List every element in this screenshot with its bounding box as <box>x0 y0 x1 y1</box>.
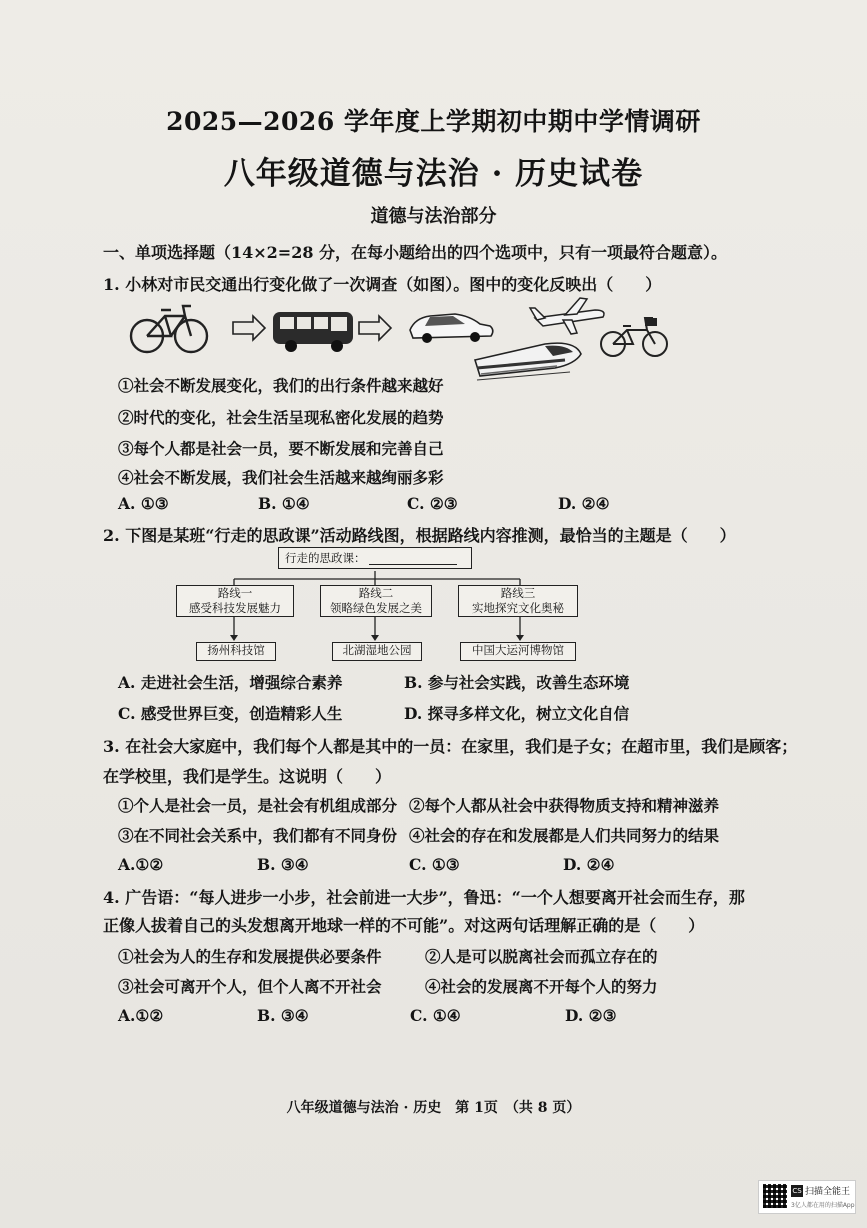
question-3-stem-line-1: 3. 在社会大家庭中，我们每个人都是其中的一员：在家里，我们是子女；在超市里，我们是顾客； <box>103 737 798 756</box>
section-heading: 一、单项选择题（14×2=28 分，在每小题给出的四个选项中，只有一项最符合题意）。 <box>103 243 728 262</box>
question-3-option-b[interactable]: B. ③④ <box>257 855 309 874</box>
question-1-statement-2: ②时代的变化，社会生活呈现私密化发展的趋势 <box>118 408 444 427</box>
route-3-desc: 实地探究文化奥秘 <box>472 601 564 615</box>
question-1-statement-4: ④社会不断发展，我们社会生活越来越绚丽多彩 <box>118 468 444 487</box>
question-1-stem: 1. 小林对市民交通出行变化做了一次调查（如图）。图中的变化反映出（ ） <box>103 275 662 294</box>
question-4-option-d[interactable]: D. ②③ <box>565 1006 617 1025</box>
bicycle-icon <box>131 306 207 352</box>
question-2-option-d[interactable]: D. 探寻多样文化，树立文化自信 <box>404 704 630 723</box>
question-1-option-d[interactable]: D. ②④ <box>558 494 610 513</box>
route-2-name: 路线二 <box>358 586 394 600</box>
exam-main-title: 八年级道德与法治 · 历史试卷 <box>223 156 644 192</box>
blank-line <box>369 552 457 565</box>
route-3-box <box>458 585 578 617</box>
route-1-place: 扬州科技馆 <box>196 642 276 661</box>
question-3-statement-1: ①个人是社会一员，是社会有机组成部分 <box>118 796 398 815</box>
question-1-statement-1: ①社会不断发展变化，我们的出行条件越来越好 <box>118 376 444 395</box>
question-3-option-c[interactable]: C. ①③ <box>409 855 460 874</box>
exam-part-title: 道德与法治部分 <box>370 206 497 227</box>
question-3-stem-line-2: 在学校里，我们是学生。这说明（ ） <box>103 767 392 786</box>
question-4-stem-line-1: 4. 广告语：“每人进步一小步，社会前进一大步”，鲁迅：“一个人想要离开社会而生存，那 <box>103 888 745 907</box>
arrow-icon <box>233 316 265 340</box>
question-3-statement-4: ④社会的存在和发展都是人们共同努力的结果 <box>409 826 720 845</box>
question-1-option-a[interactable]: A. ①③ <box>118 494 169 513</box>
scanner-app-slogan: 3亿人都在用的扫描App <box>791 1202 855 1209</box>
arrow-icon <box>359 316 391 340</box>
route-diagram-title: 行走的思政课： <box>285 551 366 565</box>
route-diagram-title-box <box>278 547 472 569</box>
qr-code-icon <box>763 1184 787 1208</box>
question-3-statement-2: ②每个人都从社会中获得物质支持和精神滋养 <box>409 796 720 815</box>
question-4-statement-4: ④社会的发展离不开每个人的努力 <box>425 977 658 996</box>
route-3-place: 中国大运河博物馆 <box>460 642 576 661</box>
car-icon <box>410 314 493 343</box>
question-1-statement-3: ③每个人都是社会一员，要不断发展和完善自己 <box>118 439 444 458</box>
question-3-statement-3: ③在不同社会关系中，我们都有不同身份 <box>118 826 398 845</box>
question-2-option-b[interactable]: B. 参与社会实践，改善生态环境 <box>404 673 630 692</box>
route-1-name: 路线一 <box>217 586 253 600</box>
question-4-statement-1: ①社会为人的生存和发展提供必要条件 <box>118 947 382 966</box>
route-1-box <box>176 585 294 617</box>
route-diagram <box>170 545 580 663</box>
bullet-train-icon <box>475 343 581 380</box>
question-4-option-c[interactable]: C. ①④ <box>410 1006 461 1025</box>
camscanner-logo-icon: CS <box>792 1187 802 1195</box>
bus-icon <box>273 312 353 352</box>
route-1-desc: 感受科技发展魅力 <box>189 601 281 615</box>
scanner-app-name: 扫描全能王 <box>805 1187 851 1197</box>
route-2-box <box>320 585 432 617</box>
exam-year-title: 2025—2026 学年度上学期初中期中学情调研 <box>166 107 701 136</box>
question-2-stem: 2. 下图是某班“行走的思政课”活动路线图，根据路线内容推测，最恰当的主题是（ ） <box>103 526 736 545</box>
question-3-option-a[interactable]: A.①② <box>118 855 164 874</box>
question-3-option-d[interactable]: D. ②④ <box>563 855 615 874</box>
question-4-statement-3: ③社会可离开个人，但个人离不开社会 <box>118 977 382 996</box>
airplane-icon <box>530 298 604 334</box>
question-4-option-a[interactable]: A.①② <box>118 1006 164 1025</box>
route-2-place: 北湖湿地公园 <box>332 642 422 661</box>
question-1-option-b[interactable]: B. ①④ <box>258 494 310 513</box>
question-4-statement-2: ②人是可以脱离社会而孤立存在的 <box>425 947 658 966</box>
question-2-option-a[interactable]: A. 走进社会生活，增强综合素养 <box>118 673 343 692</box>
question-1-option-c[interactable]: C. ②③ <box>407 494 458 513</box>
route-3-name: 路线三 <box>500 586 536 600</box>
shared-bike-icon <box>601 318 667 356</box>
question-4-stem-line-2: 正像人拔着自己的头发想离开地球一样的不可能”。对这两句话理解正确的是（ ） <box>103 916 705 935</box>
route-2-desc: 领略绿色发展之美 <box>330 601 422 615</box>
scanner-watermark-badge <box>758 1180 856 1214</box>
page-footer: 八年级道德与法治 · 历史 第 1页 （共 8 页） <box>286 1100 581 1116</box>
question-4-option-b[interactable]: B. ③④ <box>257 1006 309 1025</box>
question-2-option-c[interactable]: C. 感受世界巨变，创造精彩人生 <box>118 704 343 723</box>
